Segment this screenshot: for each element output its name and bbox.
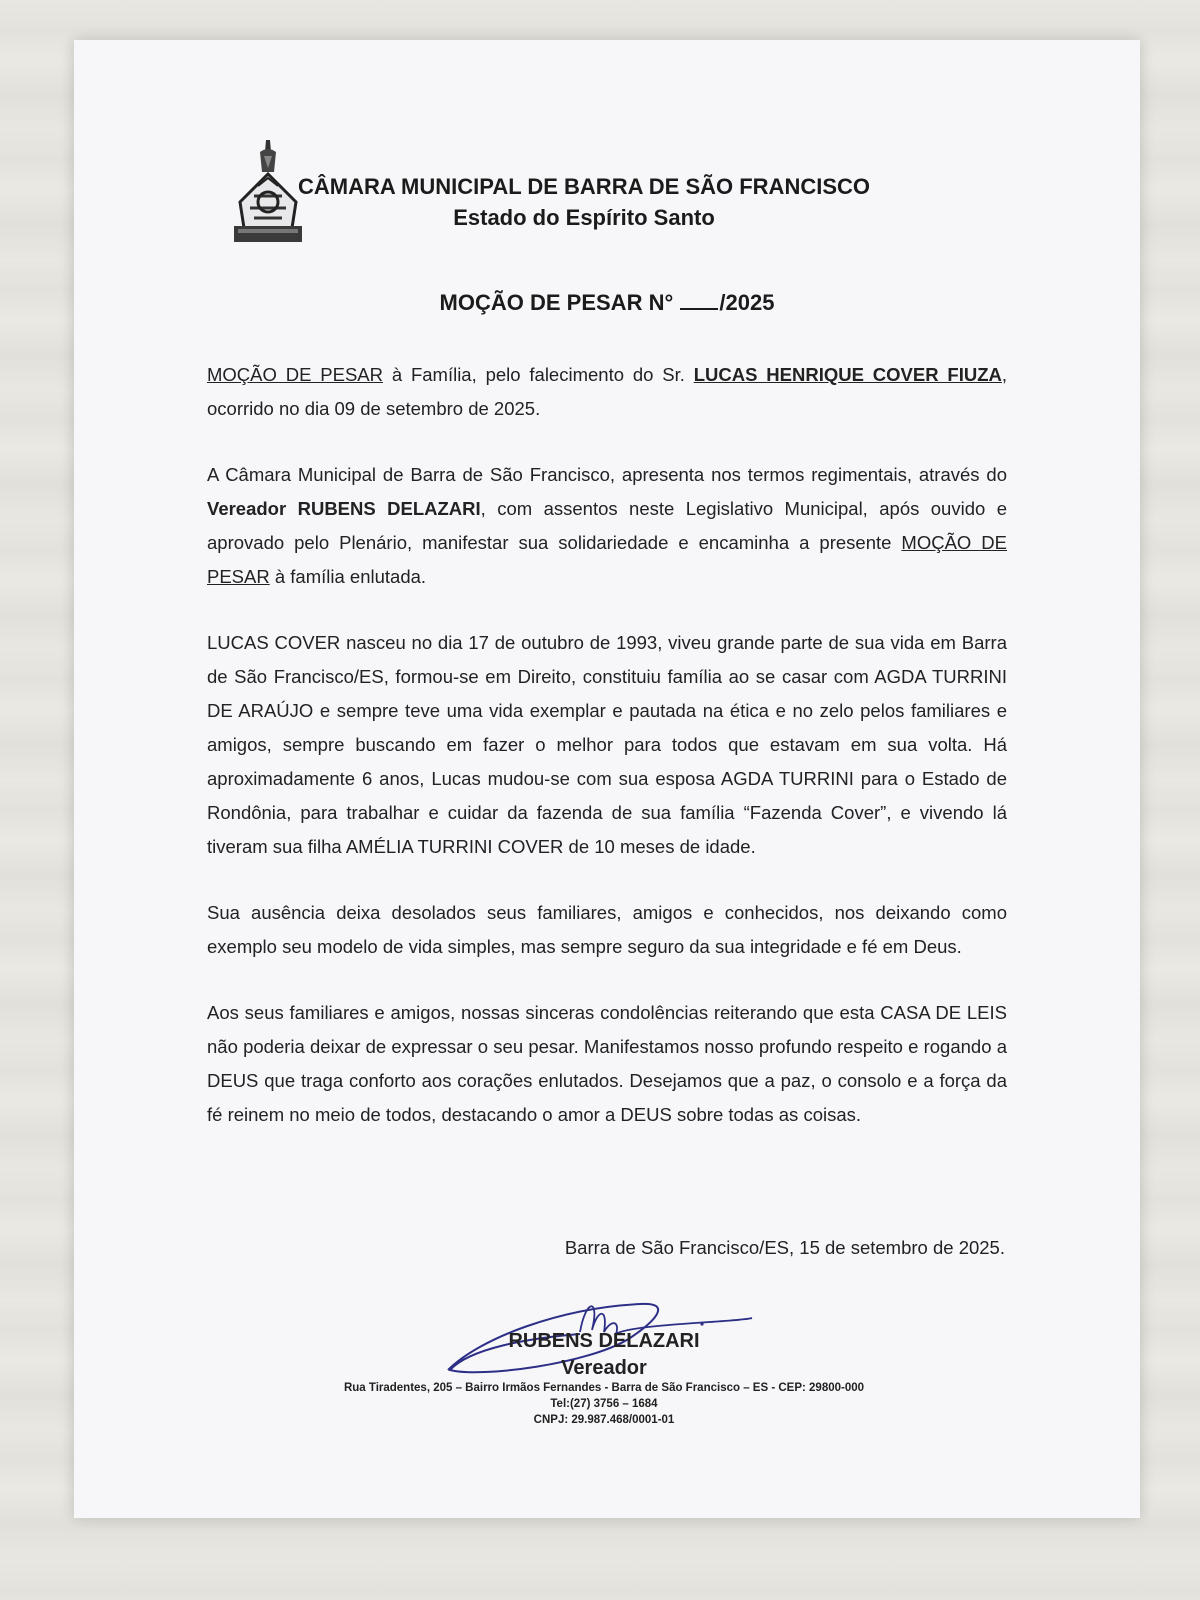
footer-phone: Tel:(27) 3756 – 1684 [550, 1398, 658, 1410]
paragraph-2-text-c: à família enlutada. [269, 566, 427, 587]
header-subtitle: Estado do Espírito Santo [453, 205, 715, 230]
document-body [207, 358, 1007, 1164]
deceased-name: LUCAS HENRIQUE COVER FIUZA [693, 364, 1002, 385]
paragraph-2 [207, 458, 1007, 594]
date-line: Barra de São Francisco/ES, 15 de setembro de 2025. [564, 1237, 1005, 1258]
paragraph-4: Sua ausência deixa desolados seus familiares, amigos e conhecidos, nos deixando como exemplo seu modelo de vida simples, mas sempre seguro da sua integridade e fé em Deus. [207, 902, 1007, 957]
motion-label-2: MOÇÃO DE PESAR [207, 532, 1008, 587]
paragraph-3: LUCAS COVER nasceu no dia 17 de outubro de 1993, viveu grande parte de sua vida em Barra de São Francisco/ES, formou-se em Direito, constituiu família ao se casar com AGDA TURRINI DE ARAÚJO e sempre teve uma vida exemplar e pautada na ética e no zelo pelos familiares e amigos, sempre buscando em fazer o melhor para todos que estavam em sua volta. Há aproximadamente 6 anos, Lucas mudou-se com sua esposa AGDA TURRINI para o Estado de Rondônia, para trabalhar e cuidar da fazenda de sua família “Fazenda Cover”, e vivendo lá tiveram sua filha AMÉLIA TURRINI COVER de 10 meses de idade. [207, 632, 1007, 857]
paragraph-1-text-a: à Família, pelo falecimento do Sr. [382, 364, 694, 385]
header-title: CÂMARA MUNICIPAL DE BARRA DE SÃO FRANCISCO [298, 174, 870, 199]
motion-label: MOÇÃO DE PESAR [207, 364, 383, 385]
signatory-role: Vereador [561, 1357, 647, 1379]
document-title [74, 290, 1140, 316]
paragraph-1 [207, 358, 1007, 426]
paragraph-1-text-b: , ocorrido no dia 09 de setembro de 2025. [207, 364, 1007, 419]
paragraph-5: Aos seus familiares e amigos, nossas sinceras condolências reiterando que esta CASA DE LEIS não poderia deixar de expressar o seu pesar. Manifestamos nosso profundo respeito e rogando a DEUS que traga conforto aos corações enlutados. Desejamos que a paz, o consolo e a força da fé reinem no meio de todos, destacando o amor a DEUS sobre todas as coisas. [207, 1002, 1007, 1125]
signatory-name: RUBENS DELAZARI [508, 1330, 700, 1352]
paragraph-2-text-a: A Câmara Municipal de Barra de São Francisco, apresenta nos termos regimentais, através do [207, 464, 1007, 485]
document-title-prefix: MOÇÃO DE PESAR N° [439, 290, 674, 315]
vereador-name: Vereador RUBENS DELAZARI [207, 498, 481, 519]
paragraph-2-text-b: , com assentos neste Legislativo Municipal, após ouvido e aprovado pelo Plenário, manifestar sua solidariedade e encaminha a presente [207, 498, 1007, 553]
document-page [74, 40, 1140, 1518]
footer-cnpj: CNPJ: 29.987.468/0001-01 [533, 1414, 675, 1426]
footer-address: Rua Tiradentes, 205 – Bairro Irmãos Fernandes - Barra de São Francisco – ES - CEP: 29800-000 [343, 1382, 865, 1394]
document-title-suffix: /2025 [719, 290, 775, 315]
number-blank [680, 292, 718, 310]
